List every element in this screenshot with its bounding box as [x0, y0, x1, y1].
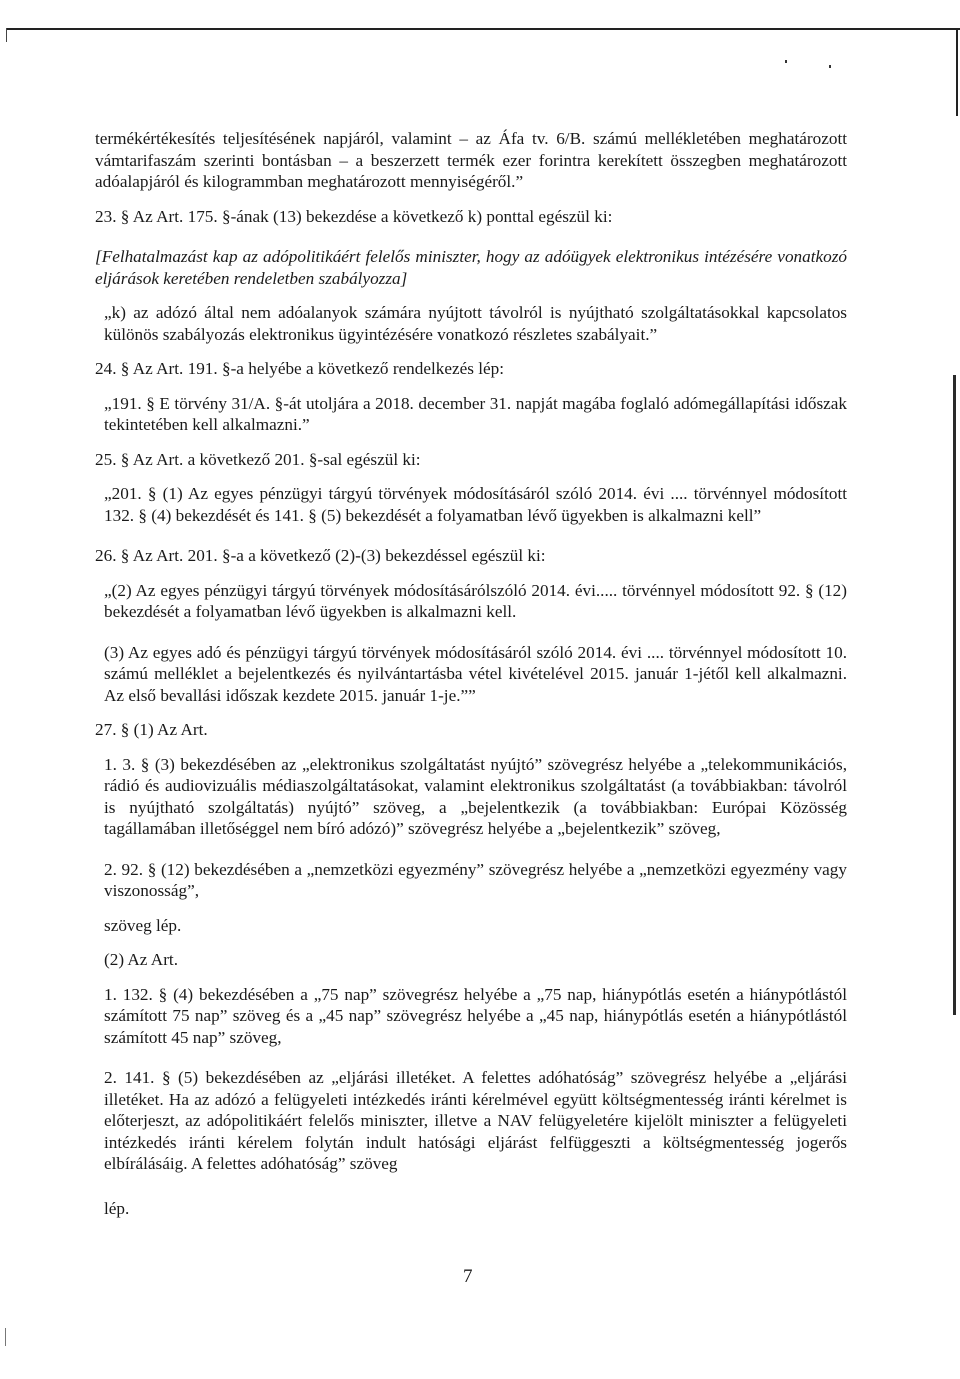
section-heading-24: 24. § Az Art. 191. §-a helyébe a következő rendelkezés lép:	[95, 359, 505, 378]
scan-edge-mark	[953, 375, 956, 1015]
paragraph-quote-201: „201. § (1) Az egyes pénzügyi tárgyú törvények módosításáról szóló 2014. évi .... törvénnyel módosított 132. § (4) bekezdését és 141. § (5) bekezdését a folyamatban lévő ügyekben is alkalmazni kell”	[104, 484, 847, 525]
paragraph-quote-k: „k) az adózó által nem adóalanyok számára nyújtott távolról is nyújtható szolgáltatásokkal kapcsolatos különös szabályozás elektronikus ügyintézésére vonatkozó részletes szabályait.”	[104, 303, 847, 344]
paragraph-szoveg-lep: szöveg lép.	[104, 915, 182, 935]
scan-edge-tick	[5, 1328, 6, 1346]
paragraph-item-1: 1. 3. § (3) bekezdésében az „elektronikus szolgáltatást nyújtó” szövegrész helyébe a „telekommunikációs, rádió és audiovizuális médiaszolgáltatásokat, valamint elektronikus szolgáltatást (a továbbiakban: távolról is nyújtható szolgáltatás) nyújtó” szöveg, a „bejelentkezik (a továbbiakban: Európai Közösség tagállamában illetőséggel nem bíró adózó)” szövegrész helyébe a „bejelentkezik” szöveg,	[104, 754, 847, 838]
paragraph-item-2: 2. 92. § (12) bekezdésében a „nemzetközi egyezmény” szövegrész helyébe a „nemzetközi egyezmény vagy viszonosság”,	[104, 859, 847, 900]
paragraph-lep: lép.	[104, 1198, 130, 1218]
paragraph-quote-201-2: „(2) Az egyes pénzügyi tárgyú törvények módosításárólszóló 2014. évi..... törvénnyel módosított 92. § (12) bekezdését a folyamatban lévő ügyekben is alkalmazni kell.	[104, 580, 847, 621]
scan-border-left	[6, 28, 7, 42]
scan-border-top	[6, 28, 960, 30]
section-heading-25: 25. § Az Art. a következő 201. §-sal egészül ki:	[95, 449, 421, 469]
document-body	[95, 128, 847, 1219]
section-heading-26: 26. § Az Art. 201. §-a a következő (2)-(3) bekezdéssel egészül ki:	[95, 546, 546, 565]
paragraph-201-3: (3) Az egyes adó és pénzügyi tárgyú törvények módosításáról szóló 2014. évi .... törvénnyel módosított 10. számú melléklet a bejelentkezés és nyilvántartásba vétel kivételével 2015. január 1-jétől kell alkalmazni. Az első bevallási időszak kezdete 2015. január 1-je.””	[104, 642, 847, 705]
paragraph-item-2-2: 2. 141. § (5) bekezdésében az „eljárási illetéket. A felettes adóhatóság” szövegrész helyébe a „eljárási illetéket. Ha az adózó a felügyeleti intézkedés iránti kérelmével együtt költségmentesség iránti kérelmet is előterjeszt, az adópolitikáért felelős miniszter, illetve a NAV felügyeletére kijelölt miniszter a felügyeleti intézkedés iránti kérelem folytán indult hatósági eljárást felfüggeszti a költségmentesség jogerős elbírálásáig. A felettes adóhatóság” szöveg	[104, 1068, 847, 1173]
paragraph-item-2-1: 1. 132. § (4) bekezdésében a „75 nap” szövegrész helyébe a „75 nap, hiánypótlás esetén a hiánypótlástól számított 75 nap” szöveg és a „45 nap” szövegrész helyébe a „45 nap, hiánypótlás esetén a hiánypótlástól számított 45 nap” szöveg,	[104, 984, 847, 1047]
section-heading-23: 23. § Az Art. 175. §-ának (13) bekezdése a következő k) ponttal egészül ki:	[95, 206, 613, 226]
scan-speck	[829, 65, 831, 68]
section-heading-27: 27. § (1) Az Art.	[95, 720, 208, 739]
page-number: 7	[463, 1266, 473, 1287]
scan-speck	[785, 60, 787, 63]
paragraph: termékértékesítés teljesítésének napjáról, valamint – az Áfa tv. 6/B. számú mellékletében meghatározott vámtarifaszám szerinti bontásban – a beszerzett termék ezer forintra kerekített összegben meghatározott adóalapjáról és kilogrammban meghatározott mennyiségéről.”	[95, 129, 847, 191]
paragraph-italic-bracket: [Felhatalmazást kap az adópolitikáért felelős miniszter, hogy az adóügyek elektronikus intézésére vonatkozó eljárások keretében rendeletben szabályozza]	[95, 247, 847, 288]
paragraph-quote-191: „191. § E törvény 31/A. §-át utoljára a 2018. december 31. napját magába foglaló adómegállapítási időszak tekintetében kell alkalmazni.”	[104, 393, 847, 434]
scan-border-right	[956, 28, 958, 116]
paragraph-2-az-art: (2) Az Art.	[104, 950, 178, 969]
